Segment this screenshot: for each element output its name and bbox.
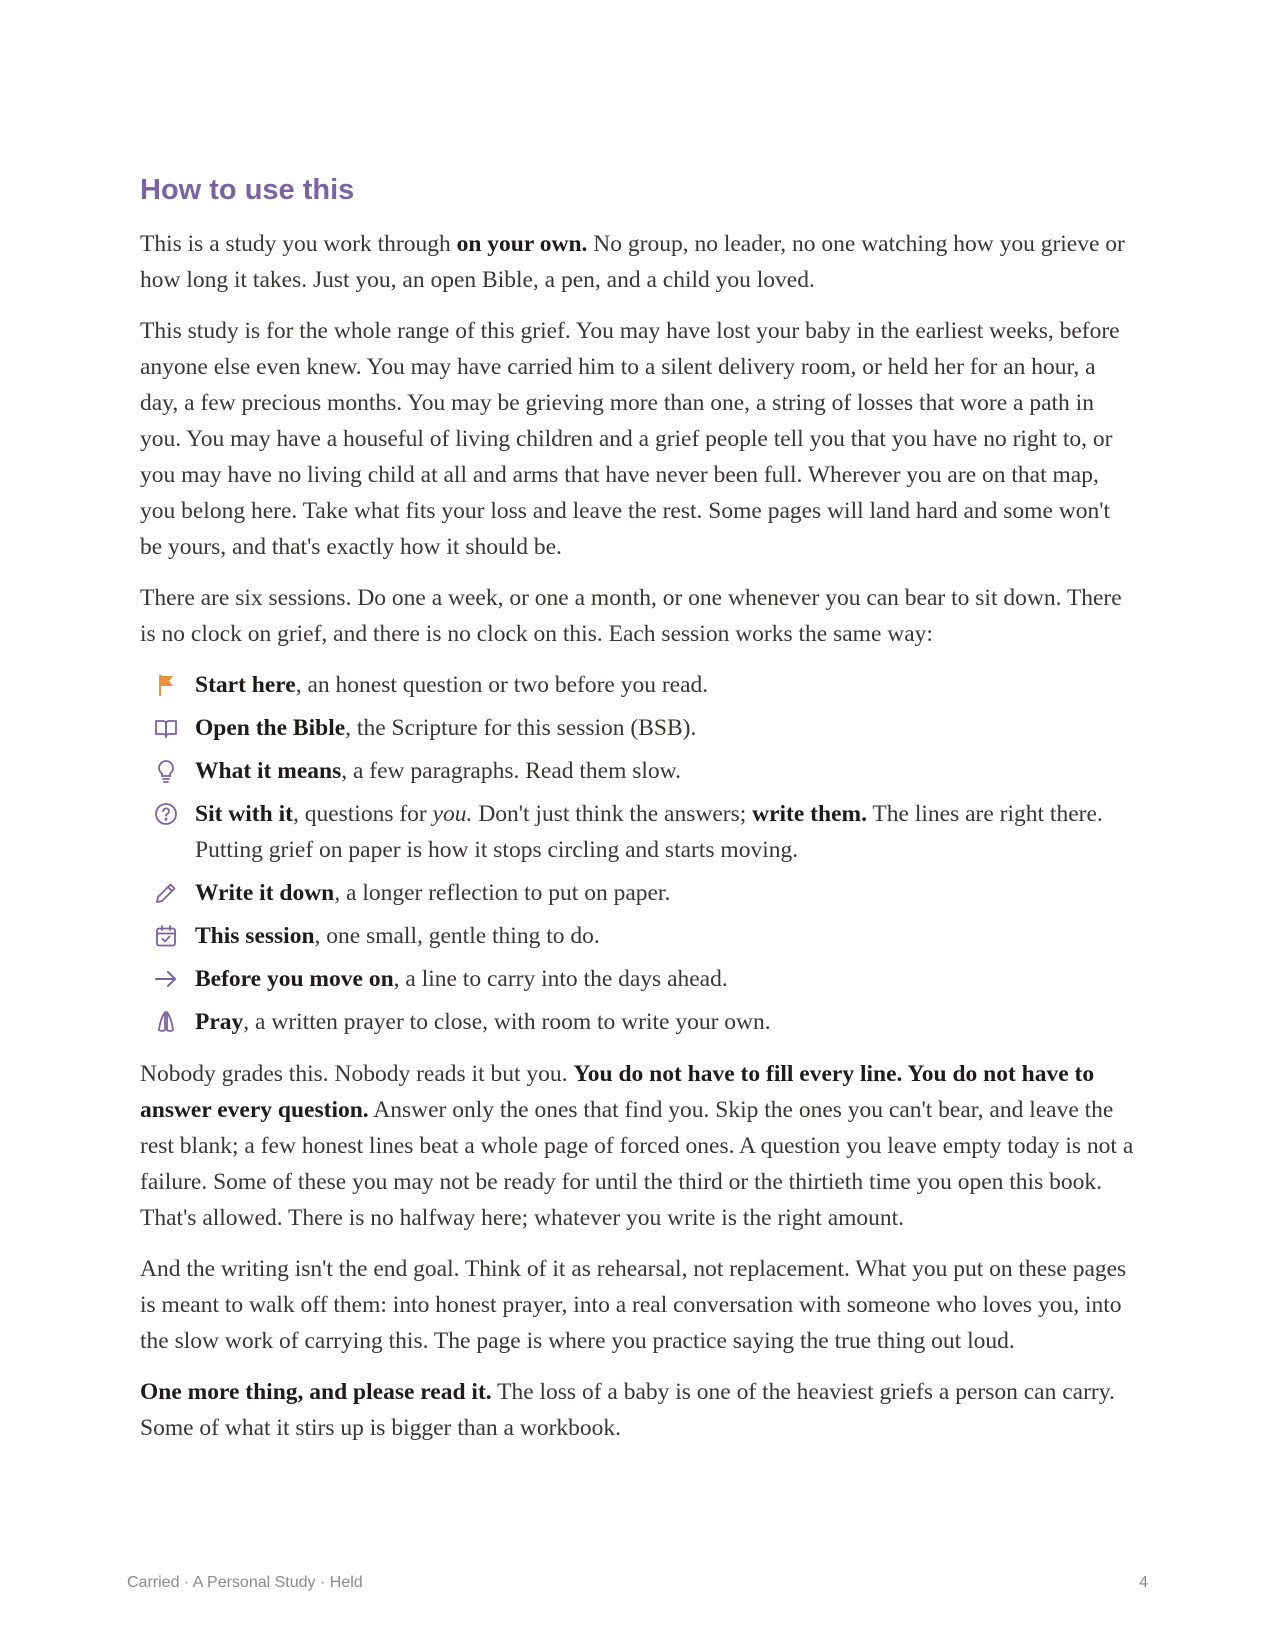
lightbulb-icon bbox=[154, 759, 178, 783]
step-write-it-down: Write it down, a longer reflection to put on paper. bbox=[140, 875, 1138, 911]
page-number: 4 bbox=[1139, 1574, 1148, 1591]
step-start-here: Start here, an honest question or two before you read. bbox=[140, 667, 1138, 703]
session-steps-list bbox=[140, 667, 1138, 1040]
section-heading: How to use this bbox=[140, 174, 355, 206]
emphasis: on your own. bbox=[456, 231, 588, 257]
rehearsal-paragraph: And the writing isn't the end goal. Think of it as rehearsal, not replacement. What you put on these pages is meant to walk off them: into honest prayer, into a real conversation with someone who loves you, into the slow work of carrying this. The page is where you practice saying the true thing out loud. bbox=[140, 1256, 1127, 1354]
book-icon bbox=[154, 716, 178, 740]
step-before-you-move-on: Before you move on, a line to carry into the days ahead. bbox=[140, 961, 1138, 997]
range-paragraph: This study is for the whole range of this grief. You may have lost your baby in the earliest weeks, before anyone else even knew. You may have carried him to a silent delivery room, or held her for an hour, a day, a few precious months. You may be grieving more than one, a string of losses that wore a path in you. You may have a houseful of living children and a grief people tell you that you have no right to, or you may have no living child at all and arms that have never been full. Wherever you are on that map, you belong here. Take what fits your loss and leave the rest. Some pages will land hard and some won't be yours, and that's exactly how it should be. bbox=[140, 318, 1120, 560]
arrow-right-icon bbox=[154, 967, 178, 991]
step-pray: Pray, a written prayer to close, with room to write your own. bbox=[140, 1004, 1138, 1040]
emphasis: You do not have to fill every line. You do not have to answer every question. bbox=[140, 1061, 1095, 1123]
intro-paragraph: This is a study you work through on your own. No group, no leader, no one watching how you grieve or how long it takes. Just you, an open Bible, a pen, and a child you loved. bbox=[140, 231, 1125, 293]
sessions-paragraph: There are six sessions. Do one a week, or one a month, or one whenever you can bear to sit down. There is no clock on grief, and there is no clock on this. Each session works the same way: bbox=[140, 585, 1122, 647]
praying-hands-icon bbox=[154, 1010, 178, 1034]
no-grades-paragraph: Nobody grades this. Nobody reads it but you. You do not have to fill every line. You do not have to answer every question. Answer only the ones that find you. Skip the ones you can't bear, and leave the rest blank; a few honest lines beat a whole page of forced ones. A question you leave empty today is not a failure. Some of these you may not be ready for until the third or the thirtieth time you open this book. That's allowed. There is no halfway here; whatever you write is the right amount. bbox=[140, 1061, 1134, 1231]
flag-icon bbox=[154, 673, 178, 697]
step-sit-with-it: Sit with it, questions for you. Don't just think the answers; write them. The lines are right there. Putting grief on paper is how it stops circling and starts moving. bbox=[140, 796, 1138, 868]
question-circle-icon bbox=[154, 802, 178, 826]
emphasis: One more thing, and please read it. bbox=[140, 1379, 492, 1405]
calendar-check-icon bbox=[154, 924, 178, 948]
pencil-icon bbox=[154, 881, 178, 905]
one-more-thing-paragraph: One more thing, and please read it. The loss of a baby is one of the heaviest griefs a person can carry. Some of what it stirs up is bigger than a workbook. bbox=[140, 1379, 1115, 1441]
page-footer bbox=[127, 1574, 1148, 1592]
step-what-it-means: What it means, a few paragraphs. Read them slow. bbox=[140, 753, 1138, 789]
step-open-the-bible: Open the Bible, the Scripture for this session (BSB). bbox=[140, 710, 1138, 746]
footer-title: Carried · A Personal Study · Held bbox=[127, 1574, 363, 1591]
step-this-session: This session, one small, gentle thing to do. bbox=[140, 918, 1138, 954]
page-content bbox=[140, 172, 1138, 1461]
